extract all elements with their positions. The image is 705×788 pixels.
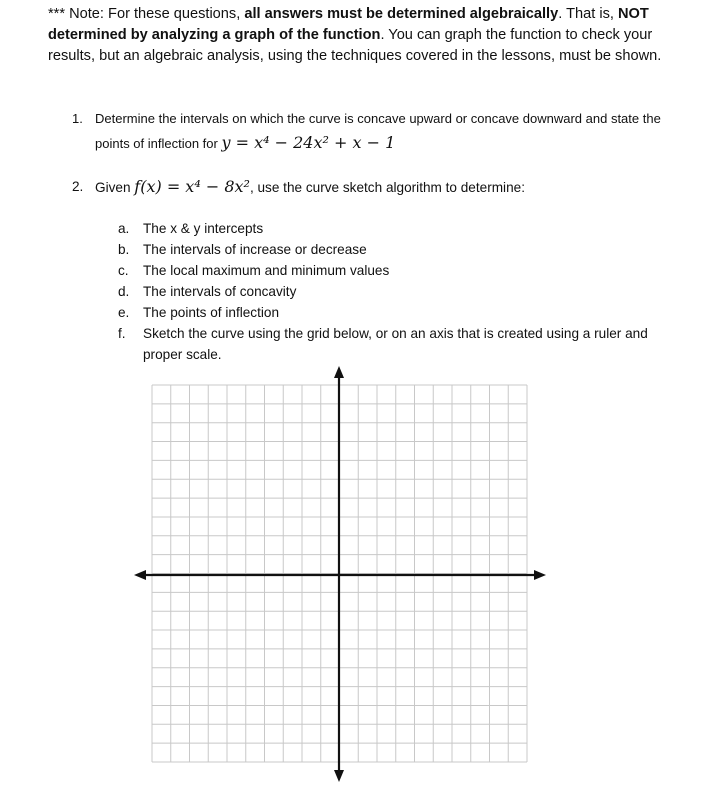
part-f-letter: f.	[118, 326, 126, 341]
question-1-number: 1.	[72, 111, 83, 126]
question-2-given: Given	[95, 180, 135, 195]
y-axis-down-arrow-icon	[334, 770, 344, 782]
question-1-equation: y = x⁴ − 24x² + x − 1	[221, 133, 396, 152]
y-axis-up-arrow-icon	[334, 366, 344, 378]
note-tail: . You can graph the function to check your results, but an algebraic analysis, using the techniques covered in the lessons, must be shown.	[48, 27, 662, 64]
part-a-letter: a.	[118, 221, 130, 236]
question-2-equation: f(x) = x⁴ − 8x²	[134, 177, 250, 196]
part-c-text: The local maximum and minimum values	[143, 263, 390, 278]
question-2-number: 2.	[72, 179, 84, 194]
part-b-text: The intervals of increase or decrease	[143, 242, 367, 257]
part-a-text: The x & y intercepts	[143, 221, 264, 236]
part-b-letter: b.	[118, 242, 130, 257]
note-lead: Note: For these questions,	[65, 6, 245, 22]
question-2-text: , use the curve sketch algorithm to determine:	[249, 180, 525, 195]
note-bold-not-graph: NOT determined by analyzing a graph of the function	[48, 6, 649, 43]
note-mid: . That is,	[558, 6, 618, 22]
x-axis-right-arrow-icon	[534, 570, 546, 580]
note-stars: ***	[48, 6, 66, 22]
x-axis-left-arrow-icon	[134, 570, 146, 580]
part-e-letter: e.	[118, 305, 130, 320]
part-e-text: The points of inflection	[143, 305, 280, 320]
question-1-text: Determine the intervals on which the curve is concave upward or concave downward and state the points of inflection for	[95, 111, 661, 151]
part-f-text: Sketch the curve using the grid below, or on an axis that is created using a ruler and proper scale.	[143, 326, 648, 362]
part-d-letter: d.	[118, 284, 130, 299]
note-bold-algebraic: all answers must be determined algebraically	[244, 6, 559, 22]
part-d-text: The intervals of concavity	[143, 284, 297, 299]
part-c-letter: c.	[118, 263, 129, 278]
